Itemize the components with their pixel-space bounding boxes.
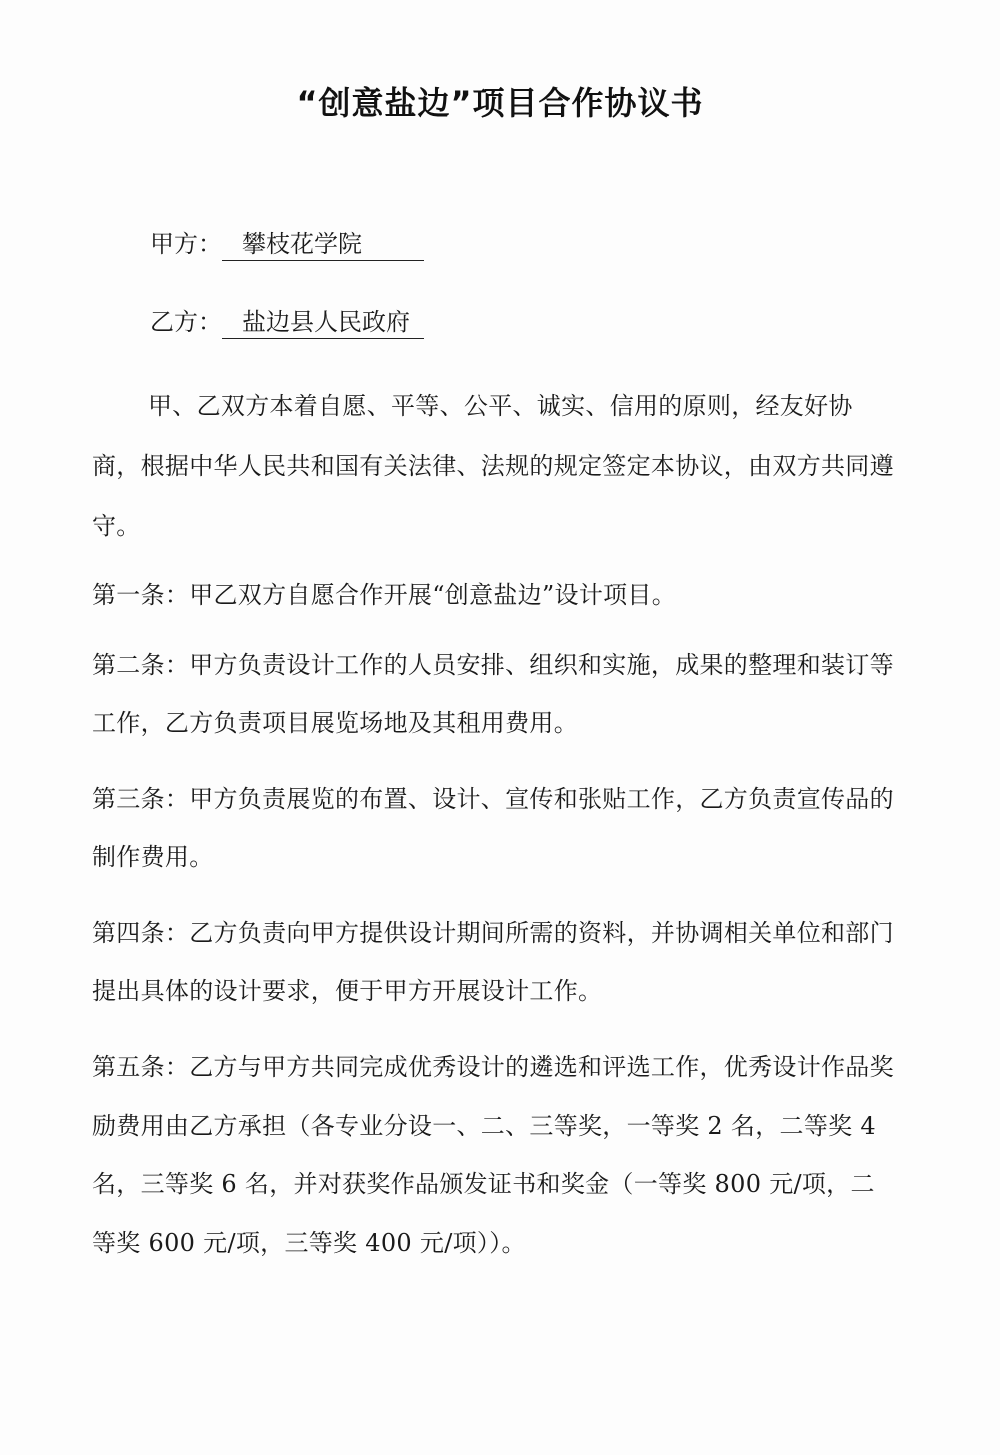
party-a xyxy=(150,228,424,261)
article-1: 第一条：甲乙双方自愿合作开展“创意盐边”设计项目。 xyxy=(92,581,677,609)
article-2: 第二条：甲方负责设计工作的人员安排、组织和实施，成果的整理和装订等工作，乙方负责项目展览场地及其租用费用。 xyxy=(92,651,894,737)
article-5: 第五条：乙方与甲方共同完成优秀设计的遴选和评选工作，优秀设计作品奖励费用由乙方承担（各专业分设一、二、三等奖，一等奖 2 名，二等奖 4 名，三等奖 6 名，并对获奖作品颁发证书和奖金（一等奖 800 元/项，二等奖 600 元/项，三等奖 400 元/项））。 xyxy=(92,1053,894,1257)
party-b-label: 乙方： xyxy=(150,308,222,336)
article-4: 第四条：乙方负责向甲方提供设计期间所需的资料，并协调相关单位和部门提出具体的设计要求，便于甲方开展设计工作。 xyxy=(92,919,894,1005)
article-3: 第三条：甲方负责展览的布置、设计、宣传和张贴工作，乙方负责宣传品的制作费用。 xyxy=(92,785,894,871)
party-b-value: 盐边县人民政府 xyxy=(222,306,424,339)
party-a-label: 甲方： xyxy=(150,230,222,258)
party-b xyxy=(150,306,424,339)
document-title: “创意盐边”项目合作协议书 xyxy=(296,84,704,122)
party-a-value: 攀枝花学院 xyxy=(222,228,424,261)
intro-paragraph: 甲、乙双方本着自愿、平等、公平、诚实、信用的原则，经友好协商，根据中华人民共和国有关法律、法规的规定签定本协议，由双方共同遵守。 xyxy=(92,392,894,540)
